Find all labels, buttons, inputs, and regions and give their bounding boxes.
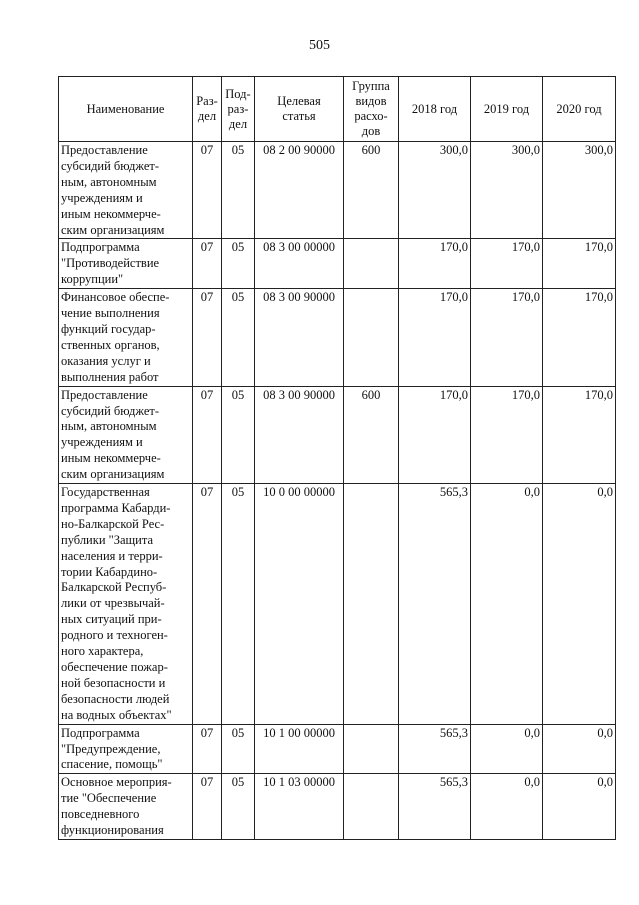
- cell-statya: 08 2 00 90000: [255, 142, 344, 239]
- text-line: ного характера,: [61, 644, 144, 659]
- cell-name: [59, 289, 193, 386]
- col-header-vid: [344, 77, 399, 142]
- cell-vid: [344, 239, 399, 289]
- cell-razdel: 07: [193, 386, 222, 483]
- cell-statya: 10 1 03 00000: [255, 774, 344, 840]
- text-line: чение выполнения: [61, 306, 160, 321]
- text-line: 2018 год: [411, 101, 458, 116]
- text-line: ной безопасности и: [61, 675, 166, 690]
- text-line: ным, автономным: [61, 174, 157, 189]
- cell-2020: 0,0: [543, 484, 616, 725]
- table-row: [59, 386, 616, 483]
- cell-vid: [344, 289, 399, 386]
- cell-vid: 600: [344, 142, 399, 239]
- cell-statya: 10 1 00 00000: [255, 724, 344, 774]
- table-row: [59, 774, 616, 840]
- cell-2018: 565,3: [399, 774, 471, 840]
- col-header-2020: [543, 77, 616, 142]
- cell-2019: 0,0: [471, 724, 543, 774]
- text-line: населения и терри-: [61, 548, 163, 563]
- cell-razdel: 07: [193, 774, 222, 840]
- cell-razdel: 07: [193, 239, 222, 289]
- text-line: 2019 год: [483, 101, 530, 116]
- text-line: иным некоммерче-: [61, 206, 161, 221]
- text-line: Подпрограмма: [61, 725, 140, 740]
- text-line: программа Кабарди-: [61, 500, 171, 515]
- cell-razdel: 07: [193, 484, 222, 725]
- cell-2019: 300,0: [471, 142, 543, 239]
- cell-name: [59, 724, 193, 774]
- text-line: Предоставление: [61, 143, 148, 157]
- cell-2019: 170,0: [471, 289, 543, 386]
- col-header-razdel: [193, 77, 222, 142]
- text-line: видов: [355, 94, 387, 108]
- text-line: спасение, помощь": [61, 757, 163, 772]
- text-line: повседневного: [61, 807, 140, 822]
- table-header-row: [59, 77, 616, 142]
- text-line: безопасности людей: [61, 691, 170, 706]
- text-line: но-Балкарской Рес-: [61, 516, 165, 531]
- table-row: [59, 484, 616, 725]
- table-row: [59, 289, 616, 386]
- text-line: функционирования: [61, 823, 164, 838]
- text-line: на водных объектах": [61, 707, 172, 722]
- text-line: учреждениям и: [61, 190, 143, 205]
- text-line: ским организациям: [61, 222, 165, 237]
- cell-2018: 300,0: [399, 142, 471, 239]
- cell-2019: 170,0: [471, 239, 543, 289]
- text-line: Предоставление: [61, 387, 148, 402]
- text-line: публики "Защита: [61, 532, 154, 547]
- text-line: 2020 год: [556, 101, 602, 116]
- cell-vid: 600: [344, 386, 399, 483]
- cell-razdel: 07: [193, 724, 222, 774]
- cell-name: [59, 774, 193, 840]
- cell-statya: 08 3 00 00000: [255, 239, 344, 289]
- cell-vid: [344, 484, 399, 725]
- budget-table: [58, 76, 616, 840]
- text-line: Основное мероприя-: [61, 775, 172, 790]
- cell-2020: 0,0: [543, 774, 616, 840]
- text-line: иным некоммерче-: [61, 451, 161, 466]
- text-line: ным, автономным: [61, 419, 157, 434]
- text-line: Финансовое обеспе-: [61, 290, 170, 305]
- cell-name: [59, 386, 193, 483]
- text-line: обеспечение пожар-: [61, 660, 168, 674]
- cell-podrazdel: 05: [222, 142, 255, 239]
- text-line: Под-: [225, 86, 251, 101]
- text-line: субсидий бюджет-: [61, 158, 159, 173]
- text-line: расхо-: [354, 109, 388, 123]
- text-line: дел: [228, 116, 248, 131]
- cell-2020: 170,0: [543, 289, 616, 386]
- text-line: раз-: [227, 101, 249, 116]
- cell-statya: 08 3 00 90000: [255, 289, 344, 386]
- text-line: статья: [282, 109, 316, 123]
- text-line: "Противодействие: [61, 256, 160, 271]
- cell-statya: 10 0 00 00000: [255, 484, 344, 725]
- cell-name: [59, 239, 193, 289]
- col-header-podrazdel: [222, 77, 255, 142]
- cell-podrazdel: 05: [222, 724, 255, 774]
- cell-vid: [344, 724, 399, 774]
- text-line: Целевая: [277, 94, 321, 108]
- cell-2018: 170,0: [399, 239, 471, 289]
- text-line: тие "Обеспечение: [61, 791, 157, 806]
- text-line: функций государ-: [61, 321, 156, 336]
- cell-podrazdel: 05: [222, 386, 255, 483]
- text-line: оказания услуг и: [61, 353, 151, 368]
- cell-2018: 565,3: [399, 484, 471, 725]
- text-line: родного и техноген-: [61, 628, 168, 643]
- text-line: субсидий бюджет-: [61, 403, 159, 418]
- text-line: Балкарской Респуб-: [61, 580, 167, 595]
- text-line: Раз-: [196, 94, 218, 108]
- text-line: Группа: [352, 79, 390, 93]
- text-line: выполнения работ: [61, 369, 159, 384]
- table-row: [59, 239, 616, 289]
- cell-2018: 565,3: [399, 724, 471, 774]
- cell-podrazdel: 05: [222, 239, 255, 289]
- cell-2020: 170,0: [543, 386, 616, 483]
- cell-podrazdel: 05: [222, 289, 255, 386]
- cell-2019: 0,0: [471, 774, 543, 840]
- cell-podrazdel: 05: [222, 484, 255, 725]
- cell-2020: 300,0: [543, 142, 616, 239]
- text-line: дов: [361, 124, 381, 138]
- cell-2018: 170,0: [399, 386, 471, 483]
- text-line: тории Кабардино-: [61, 564, 158, 579]
- col-header-name: [59, 77, 193, 142]
- cell-2018: 170,0: [399, 289, 471, 386]
- text-line: Наименование: [86, 101, 165, 116]
- text-line: дел: [197, 109, 217, 123]
- text-line: учреждениям и: [61, 435, 143, 450]
- table-row: [59, 142, 616, 239]
- page-number: 505: [309, 38, 330, 53]
- cell-statya: 08 3 00 90000: [255, 386, 344, 483]
- cell-name: [59, 484, 193, 725]
- text-line: Подпрограмма: [61, 240, 140, 255]
- cell-name: [59, 142, 193, 239]
- text-line: лики от чрезвычай-: [61, 596, 165, 611]
- cell-podrazdel: 05: [222, 774, 255, 840]
- cell-2019: 0,0: [471, 484, 543, 725]
- table-row: [59, 724, 616, 774]
- text-line: ственных органов,: [61, 337, 160, 352]
- col-header-statya: [255, 77, 344, 142]
- cell-2020: 0,0: [543, 724, 616, 774]
- col-header-2019: [471, 77, 543, 142]
- text-line: ных ситуаций при-: [61, 612, 162, 627]
- text-line: Государственная: [61, 485, 150, 500]
- cell-razdel: 07: [193, 142, 222, 239]
- cell-2020: 170,0: [543, 239, 616, 289]
- cell-2019: 170,0: [471, 386, 543, 483]
- col-header-2018: [399, 77, 471, 142]
- text-line: коррупции": [61, 272, 124, 287]
- text-line: ским организациям: [61, 467, 165, 482]
- cell-vid: [344, 774, 399, 840]
- text-line: "Предупреждение,: [61, 741, 161, 756]
- cell-razdel: 07: [193, 289, 222, 386]
